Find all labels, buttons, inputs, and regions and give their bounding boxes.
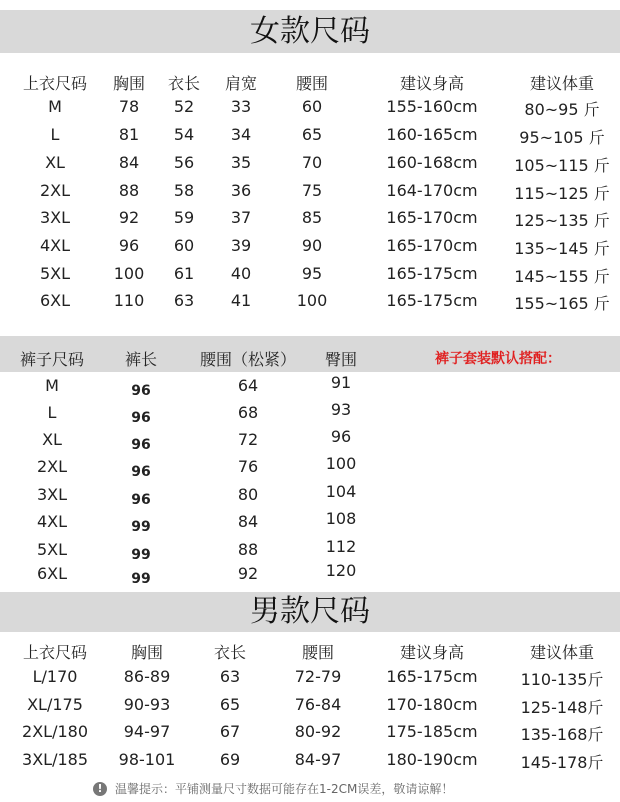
men-cell: 2XL/180 xyxy=(22,722,88,741)
men-header-cell: 腰围 xyxy=(301,643,335,662)
women-cell: 54 xyxy=(173,125,195,144)
men-header-cell: 上衣尺码 xyxy=(22,643,88,662)
women-cell: 84 xyxy=(118,153,140,172)
women-cell: 60 xyxy=(301,97,323,116)
men-header-cell: 建议身高 xyxy=(399,643,465,662)
men-cell: 125-148斤 xyxy=(520,698,604,717)
pants-cell: 68 xyxy=(237,403,259,422)
women-cell: 52 xyxy=(173,97,195,116)
women-cell: 4XL xyxy=(39,236,71,255)
women-cell: 40 xyxy=(230,264,252,283)
women-cell: 100 xyxy=(296,291,328,310)
women-cell: 56 xyxy=(173,153,195,172)
women-cell: M xyxy=(48,97,62,116)
pants-cell: 6XL xyxy=(36,564,68,583)
women-header-cell: 建议身高 xyxy=(399,74,465,93)
men-cell: 165-175cm xyxy=(386,667,478,686)
women-cell: 155-160cm xyxy=(386,97,478,116)
pants-cell: 64 xyxy=(237,376,259,395)
women-cell: 60 xyxy=(173,236,195,255)
women-cell: 36 xyxy=(230,181,252,200)
men-cell: 110-135斤 xyxy=(520,670,604,689)
women-cell: XL xyxy=(45,153,65,172)
pants-cell: M xyxy=(45,376,59,395)
women-cell: 37 xyxy=(230,208,252,227)
women-cell: 160-168cm xyxy=(386,153,478,172)
women-cell: 35 xyxy=(230,153,252,172)
pants-cell: 88 xyxy=(237,540,259,559)
pants-cell: 112 xyxy=(325,537,357,556)
pants-cell: 2XL xyxy=(36,457,68,476)
women-cell: 70 xyxy=(301,153,323,172)
men-cell: 67 xyxy=(219,722,241,741)
women-cell: 85 xyxy=(301,208,323,227)
pants-set-note: 裤子套装默认搭配： xyxy=(435,351,561,367)
women-cell: 165-175cm xyxy=(386,264,478,283)
women-cell: 65 xyxy=(301,125,323,144)
men-header-cell: 胸围 xyxy=(130,643,164,662)
women-cell: 34 xyxy=(230,125,252,144)
men-cell: 90-93 xyxy=(123,695,171,714)
pants-header-cell: 腰围（松紧） xyxy=(199,350,297,369)
women-cell: 33 xyxy=(230,97,252,116)
women-cell: 164-170cm xyxy=(386,181,478,200)
women-cell: 5XL xyxy=(39,264,71,283)
women-cell: 75 xyxy=(301,181,323,200)
pants-cell: XL xyxy=(42,430,62,449)
pants-cell: 3XL xyxy=(36,485,68,504)
women-cell: 95 xyxy=(301,264,323,283)
women-cell: 61 xyxy=(173,264,195,283)
women-cell: 165-170cm xyxy=(386,236,478,255)
men-cell: 98-101 xyxy=(118,750,176,769)
pants-cell: L xyxy=(47,403,57,422)
pants-cell: 84 xyxy=(237,512,259,531)
pants-cell: 96 xyxy=(131,383,151,399)
men-cell: 145-178斤 xyxy=(520,753,604,772)
pants-cell: 99 xyxy=(131,547,151,563)
men-cell: 175-185cm xyxy=(386,722,478,741)
women-cell: 110 xyxy=(113,291,145,310)
pants-cell: 96 xyxy=(131,437,151,453)
pants-cell: 100 xyxy=(325,454,357,473)
women-cell: 165-170cm xyxy=(386,208,478,227)
men-cell: 76-84 xyxy=(294,695,342,714)
women-cell: 39 xyxy=(230,236,252,255)
women-cell: 160-165cm xyxy=(386,125,478,144)
men-cell: 180-190cm xyxy=(386,750,478,769)
women-header-cell: 胸围 xyxy=(112,74,146,93)
men-cell: 135-168斤 xyxy=(520,725,604,744)
women-title: 女款尺码 xyxy=(250,14,370,49)
women-cell: 100 xyxy=(113,264,145,283)
women-cell: 155~165 斤 xyxy=(514,294,610,313)
women-cell: 3XL xyxy=(39,208,71,227)
pants-cell: 96 xyxy=(131,464,151,480)
men-cell: XL/175 xyxy=(27,695,83,714)
pants-cell: 108 xyxy=(325,509,357,528)
men-header-cell: 衣长 xyxy=(213,643,247,662)
women-cell: 125~135 斤 xyxy=(514,211,610,230)
pants-cell: 96 xyxy=(131,492,151,508)
women-cell: 81 xyxy=(118,125,140,144)
women-cell: 6XL xyxy=(39,291,71,310)
women-cell: 59 xyxy=(173,208,195,227)
women-cell: 165-175cm xyxy=(386,291,478,310)
men-title: 男款尺码 xyxy=(250,594,370,629)
pants-header-cell: 裤长 xyxy=(124,350,158,369)
pants-cell: 96 xyxy=(131,410,151,426)
pants-cell: 76 xyxy=(237,457,259,476)
men-cell: 170-180cm xyxy=(386,695,478,714)
men-cell: 65 xyxy=(219,695,241,714)
women-cell: 105~115 斤 xyxy=(514,156,610,175)
women-header-cell: 上衣尺码 xyxy=(22,74,88,93)
women-cell: 80~95 斤 xyxy=(524,100,600,119)
pants-cell: 104 xyxy=(325,482,357,501)
women-cell: 95~105 斤 xyxy=(519,128,605,147)
women-cell: 2XL xyxy=(39,181,71,200)
women-cell: 115~125 斤 xyxy=(514,184,610,203)
women-cell: 58 xyxy=(173,181,195,200)
pants-cell: 99 xyxy=(131,519,151,535)
info-icon: ! xyxy=(93,782,107,796)
women-cell: 88 xyxy=(118,181,140,200)
women-header-cell: 腰围 xyxy=(295,74,329,93)
pants-cell: 120 xyxy=(325,561,357,580)
women-cell: 78 xyxy=(118,97,140,116)
women-header-cell: 肩宽 xyxy=(224,74,258,93)
pants-header-cell: 裤子尺码 xyxy=(19,350,85,369)
women-cell: 90 xyxy=(301,236,323,255)
pants-cell: 99 xyxy=(131,571,151,587)
men-cell: L/170 xyxy=(32,667,78,686)
women-cell: L xyxy=(50,125,60,144)
pants-cell: 5XL xyxy=(36,540,68,559)
women-header-cell: 建议体重 xyxy=(529,74,595,93)
women-header-cell: 衣长 xyxy=(167,74,201,93)
women-cell: 96 xyxy=(118,236,140,255)
pants-cell: 72 xyxy=(237,430,259,449)
women-cell: 41 xyxy=(230,291,252,310)
men-cell: 86-89 xyxy=(123,667,171,686)
pants-cell: 80 xyxy=(237,485,259,504)
pants-cell: 4XL xyxy=(36,512,68,531)
men-cell: 69 xyxy=(219,750,241,769)
pants-cell: 92 xyxy=(237,564,259,583)
women-cell: 145~155 斤 xyxy=(514,267,610,286)
men-cell: 84-97 xyxy=(294,750,342,769)
pants-header-cell: 臀围 xyxy=(324,350,358,369)
pants-cell: 96 xyxy=(330,427,352,446)
men-cell: 63 xyxy=(219,667,241,686)
men-cell: 80-92 xyxy=(294,722,342,741)
pants-cell: 91 xyxy=(330,373,352,392)
men-cell: 94-97 xyxy=(123,722,171,741)
men-cell: 3XL/185 xyxy=(22,750,88,769)
women-cell: 63 xyxy=(173,291,195,310)
men-header-cell: 建议体重 xyxy=(529,643,595,662)
pants-cell: 93 xyxy=(330,400,352,419)
women-cell: 92 xyxy=(118,208,140,227)
women-cell: 135~145 斤 xyxy=(514,239,610,258)
footer-note: 温馨提示：平铺测量尺寸数据可能存在1-2CM误差，敬请谅解！ xyxy=(115,782,454,796)
men-cell: 72-79 xyxy=(294,667,342,686)
